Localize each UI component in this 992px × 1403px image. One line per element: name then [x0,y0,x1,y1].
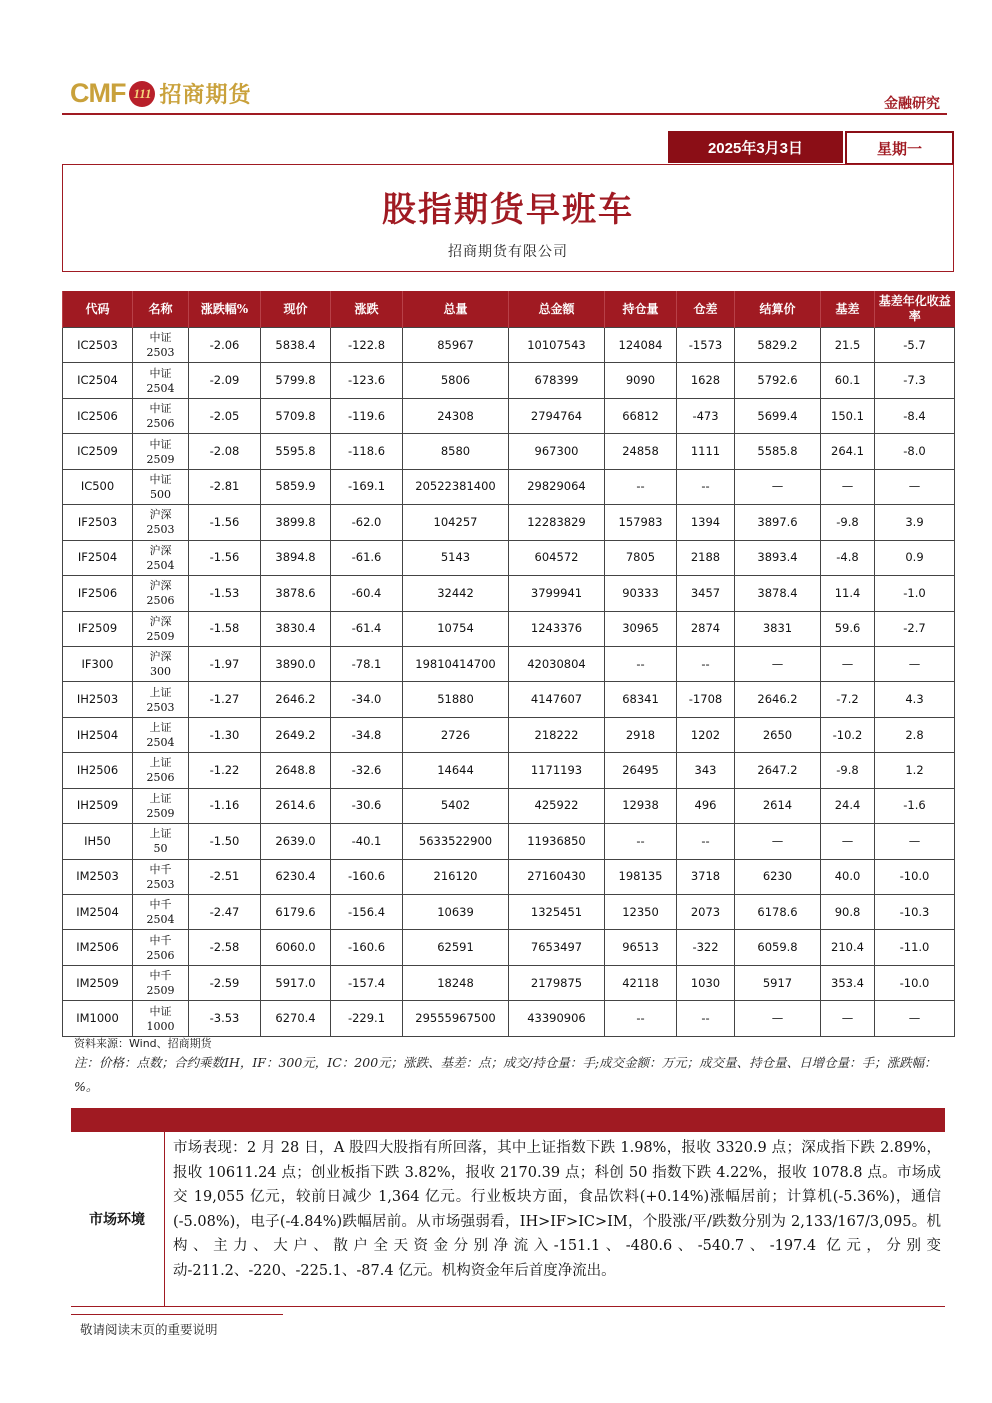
contract-code-cell: IF2504 [63,540,133,575]
futures-table [62,291,955,1037]
table-cell: -156.4 [331,895,403,930]
table-row [63,753,955,788]
table-cell: 3878.4 [735,576,821,611]
table-row [63,895,955,930]
table-cell: 264.1 [821,434,875,469]
table-cell: -1.22 [189,753,261,788]
table-cell: 496 [677,788,735,823]
table-cell: 604572 [509,540,605,575]
table-cell: 11936850 [509,824,605,859]
contract-name-cell: 中证 2506 [133,398,189,433]
table-cell: 5799.8 [261,363,331,398]
table-cell: 42118 [605,965,677,1000]
table-row [63,930,955,965]
table-cell: -122.8 [331,328,403,363]
contract-name-cell: 上证 2504 [133,717,189,752]
report-date: 2025年3月3日 [668,131,843,163]
table-cell: -2.58 [189,930,261,965]
contract-code-cell: IC2504 [63,363,133,398]
table-cell: -2.47 [189,895,261,930]
table-row [63,859,955,894]
table-cell: 68341 [605,682,677,717]
table-cell: 30965 [605,611,677,646]
table-cell: -10.3 [875,895,955,930]
table-cell: 62591 [403,930,509,965]
department-label: 金融研究 [884,96,940,112]
logo-chinese-name: 招商期货 [159,82,252,108]
table-cell: 2179875 [509,965,605,1000]
contract-name-cell: 沪深 2506 [133,576,189,611]
table-cell: 40.0 [821,859,875,894]
table-cell: 2648.8 [261,753,331,788]
table-cell: 29555967500 [403,1001,509,1036]
table-cell: — [821,469,875,504]
table-cell: 85967 [403,328,509,363]
table-cell: -1.6 [875,788,955,823]
table-row [63,328,955,363]
table-cell: 5806 [403,363,509,398]
contract-code-cell: IF2509 [63,611,133,646]
table-cell: 3890.0 [261,646,331,681]
table-cell: 343 [677,753,735,788]
table-row [63,576,955,611]
table-cell: -4.8 [821,540,875,575]
contract-name-cell: 中千 2506 [133,930,189,965]
column-header: 现价 [261,291,331,328]
section-bar [71,1108,945,1132]
table-cell: 7805 [605,540,677,575]
table-cell: 1325451 [509,895,605,930]
table-cell: 353.4 [821,965,875,1000]
table-cell: 218222 [509,717,605,752]
table-cell: 19810414700 [403,646,509,681]
contract-name-cell: 沪深 2504 [133,540,189,575]
table-cell: 1.2 [875,753,955,788]
table-cell: 21.5 [821,328,875,363]
table-cell: 14644 [403,753,509,788]
table-cell: 29829064 [509,469,605,504]
column-header: 仓差 [677,291,735,328]
header-divider [62,113,947,115]
table-row [63,717,955,752]
column-header: 涨跌幅% [189,291,261,328]
table-cell: 5595.8 [261,434,331,469]
contract-code-cell: IC2506 [63,398,133,433]
table-cell: 198135 [605,859,677,894]
table-cell: 2647.2 [735,753,821,788]
table-cell: -2.05 [189,398,261,433]
contract-code-cell: IH50 [63,824,133,859]
column-header: 总金额 [509,291,605,328]
table-cell: 2646.2 [735,682,821,717]
table-cell: 42030804 [509,646,605,681]
table-cell: 2639.0 [261,824,331,859]
table-row [63,646,955,681]
table-cell: 5585.8 [735,434,821,469]
table-cell: -34.0 [331,682,403,717]
table-cell: -118.6 [331,434,403,469]
table-cell: 1171193 [509,753,605,788]
table-cell: 26495 [605,753,677,788]
table-cell: 967300 [509,434,605,469]
table-cell: 24858 [605,434,677,469]
table-cell: -- [605,646,677,681]
contract-name-cell: 中证 2509 [133,434,189,469]
table-cell: 6179.6 [261,895,331,930]
table-cell: 6230.4 [261,859,331,894]
table-cell: -1.97 [189,646,261,681]
table-cell: -32.6 [331,753,403,788]
table-cell: 678399 [509,363,605,398]
table-cell: 1202 [677,717,735,752]
table-cell: -1.0 [875,576,955,611]
contract-name-cell: 上证 2509 [133,788,189,823]
report-weekday: 星期一 [845,131,954,165]
table-cell: 24308 [403,398,509,433]
table-cell: 150.1 [821,398,875,433]
table-cell: 157983 [605,505,677,540]
table-row [63,434,955,469]
table-cell: -10.0 [875,965,955,1000]
table-cell: 3.9 [875,505,955,540]
table-cell: -1.58 [189,611,261,646]
table-cell: 4147607 [509,682,605,717]
contract-code-cell: IM2503 [63,859,133,894]
title-panel [62,164,954,272]
table-cell: -78.1 [331,646,403,681]
table-cell: 5829.2 [735,328,821,363]
table-cell: 210.4 [821,930,875,965]
contract-name-cell: 上证 2506 [133,753,189,788]
market-commentary: 市场表现：2 月 28 日，A 股四大股指有所回落，其中上证指数下跌 1.98%，报收 3320.9 点；深成指下跌 2.89%，报收 10611.24 点；创业板指下跌 3.82%，报收 2170.39 点；科创 50 指数下跌 4.22%，报收 1078.8 点。市场成交 19,055 亿元，较前日减少 1,364 亿元。行业板块方面，食品饮料(+0.14%)涨幅居前；计算机(-5.36%)，通信(-5.08%)，电子(-4.84%)跌幅居前。从市场强弱看，IH>IF>IC>IM，个股涨/平/跌数分别为 2,133/167/3,095。机构、主力、大户、散户全天资金分别净流入-151.1、-480.6、-540.7、-197.4 亿元，分别变动-211.2、-220、-225.1、-87.4 亿元。机构资金年后首度净流出。 [173,1140,941,1279]
table-cell: 216120 [403,859,509,894]
table-cell: 3899.8 [261,505,331,540]
contract-name-cell: 沪深 2509 [133,611,189,646]
contract-code-cell: IF2506 [63,576,133,611]
table-cell: 10639 [403,895,509,930]
table-row [63,469,955,504]
table-cell: -1.27 [189,682,261,717]
table-cell: 12283829 [509,505,605,540]
table-cell: 5699.4 [735,398,821,433]
table-row [63,398,955,433]
table-cell: 12938 [605,788,677,823]
table-cell: 9090 [605,363,677,398]
table-cell: 1628 [677,363,735,398]
column-header: 名称 [133,291,189,328]
table-cell: -61.6 [331,540,403,575]
table-cell: 7653497 [509,930,605,965]
table-cell: -1.30 [189,717,261,752]
table-cell: 5633522900 [403,824,509,859]
table-cell: -169.1 [331,469,403,504]
table-cell: -- [605,824,677,859]
column-header: 基差年化收益率 [875,291,955,328]
table-cell: 90333 [605,576,677,611]
column-header: 涨跌 [331,291,403,328]
table-cell: -- [605,1001,677,1036]
contract-name-cell: 中证 1000 [133,1001,189,1036]
table-cell: 3799941 [509,576,605,611]
table-cell: 3894.8 [261,540,331,575]
table-cell: 5792.6 [735,363,821,398]
table-cell: -40.1 [331,824,403,859]
table-cell: -61.4 [331,611,403,646]
contract-code-cell: IM1000 [63,1001,133,1036]
table-cell: -2.81 [189,469,261,504]
contract-name-cell: 中证 500 [133,469,189,504]
table-cell: 6230 [735,859,821,894]
column-header: 总量 [403,291,509,328]
table-cell: 1394 [677,505,735,540]
footer-divider [71,1314,283,1315]
table-cell: -60.4 [331,576,403,611]
table-cell: 5917.0 [261,965,331,1000]
table-cell: -30.6 [331,788,403,823]
table-row [63,611,955,646]
table-cell: — [875,469,955,504]
table-cell: 1243376 [509,611,605,646]
table-cell: 59.6 [821,611,875,646]
table-cell: 3878.6 [261,576,331,611]
table-cell: -34.8 [331,717,403,752]
table-cell: 4.3 [875,682,955,717]
table-cell: -322 [677,930,735,965]
table-cell: 2646.2 [261,682,331,717]
table-cell: -9.8 [821,753,875,788]
table-row [63,682,955,717]
table-row [63,363,955,398]
table-cell: — [735,824,821,859]
table-cell: -3.53 [189,1001,261,1036]
contract-code-cell: IC500 [63,469,133,504]
table-cell: 96513 [605,930,677,965]
logo-cmf-text: CMF [70,78,126,108]
table-cell: 32442 [403,576,509,611]
table-cell: -1708 [677,682,735,717]
table-cell: 2726 [403,717,509,752]
table-cell: -2.7 [875,611,955,646]
table-cell: 2614 [735,788,821,823]
market-label: 市场环境 [89,1212,145,1228]
table-cell: 2649.2 [261,717,331,752]
table-row [63,540,955,575]
table-cell: -7.2 [821,682,875,717]
table-cell: — [821,824,875,859]
table-cell: 66812 [605,398,677,433]
contract-name-cell: 中千 2509 [133,965,189,1000]
contract-name-cell: 沪深 300 [133,646,189,681]
table-cell: -2.06 [189,328,261,363]
table-cell: 90.8 [821,895,875,930]
table-cell: 1030 [677,965,735,1000]
table-cell: 3457 [677,576,735,611]
table-cell: -11.0 [875,930,955,965]
table-cell: -473 [677,398,735,433]
table-cell: 8580 [403,434,509,469]
table-cell: 2874 [677,611,735,646]
table-cell: 2073 [677,895,735,930]
table-cell: -- [677,1001,735,1036]
table-cell: 6178.6 [735,895,821,930]
column-header: 结算价 [735,291,821,328]
table-cell: -- [677,824,735,859]
contract-name-cell: 上证 2503 [133,682,189,717]
table-cell: -10.2 [821,717,875,752]
table-cell: 10107543 [509,328,605,363]
table-cell: -- [605,469,677,504]
contract-name-cell: 上证 50 [133,824,189,859]
table-cell: 3897.6 [735,505,821,540]
table-cell: — [735,1001,821,1036]
table-cell: 124084 [605,328,677,363]
company-logo [70,78,252,109]
table-cell: -2.08 [189,434,261,469]
contract-code-cell: IC2503 [63,328,133,363]
table-cell: 2650 [735,717,821,752]
table-cell: 2.8 [875,717,955,752]
table-cell: 2794764 [509,398,605,433]
footer-disclaimer: 敬请阅读末页的重要说明 [80,1322,218,1337]
table-row [63,505,955,540]
contract-name-cell: 中千 2503 [133,859,189,894]
table-cell: 5402 [403,788,509,823]
contract-code-cell: IC2509 [63,434,133,469]
table-cell: -62.0 [331,505,403,540]
table-cell: 20522381400 [403,469,509,504]
table-cell: 104257 [403,505,509,540]
table-cell: — [735,646,821,681]
table-cell: -123.6 [331,363,403,398]
table-cell: 425922 [509,788,605,823]
company-name: 招商期货有限公司 [448,244,568,260]
table-cell: 5917 [735,965,821,1000]
contract-code-cell: IM2504 [63,895,133,930]
table-cell: 12350 [605,895,677,930]
contract-name-cell: 中证 2504 [133,363,189,398]
table-row [63,1001,955,1036]
table-cell: 6060.0 [261,930,331,965]
table-cell: 3831 [735,611,821,646]
table-cell: 11.4 [821,576,875,611]
table-cell: -8.0 [875,434,955,469]
table-cell: -1.53 [189,576,261,611]
table-cell: 60.1 [821,363,875,398]
table-cell: 2614.6 [261,788,331,823]
table-cell: -1.56 [189,540,261,575]
table-cell: -1.16 [189,788,261,823]
table-cell: -5.7 [875,328,955,363]
table-row [63,965,955,1000]
logo-badge-icon: 111 [129,81,155,107]
table-cell: — [821,1001,875,1036]
contract-code-cell: IH2503 [63,682,133,717]
table-cell: -2.09 [189,363,261,398]
contract-code-cell: IH2509 [63,788,133,823]
table-cell: — [821,646,875,681]
table-cell: 10754 [403,611,509,646]
table-cell: -- [677,646,735,681]
table-cell: 5143 [403,540,509,575]
table-cell: -- [677,469,735,504]
table-cell: 5709.8 [261,398,331,433]
table-cell: -119.6 [331,398,403,433]
table-cell: 18248 [403,965,509,1000]
table-cell: -10.0 [875,859,955,894]
table-row [63,824,955,859]
table-cell: -8.4 [875,398,955,433]
table-cell: 0.9 [875,540,955,575]
table-cell: 2188 [677,540,735,575]
table-row [63,788,955,823]
table-cell: — [735,469,821,504]
table-cell: 43390906 [509,1001,605,1036]
table-cell: 27160430 [509,859,605,894]
market-section [71,1132,945,1307]
table-note: 注：价格：点数；合约乘数IH，IF：300元，IC：200元；涨跌、基差：点；成交/持仓量：手;成交金额：万元；成交量、持仓量、日增仓量：手；涨跌幅：%。 [74,1055,937,1094]
table-cell: 6270.4 [261,1001,331,1036]
contract-name-cell: 中千 2504 [133,895,189,930]
market-divider [164,1132,165,1306]
table-cell: -157.4 [331,965,403,1000]
table-cell: 24.4 [821,788,875,823]
table-cell: -160.6 [331,859,403,894]
table-cell: -1.56 [189,505,261,540]
table-cell: -229.1 [331,1001,403,1036]
contract-code-cell: IM2506 [63,930,133,965]
contract-code-cell: IF300 [63,646,133,681]
table-cell: 5838.4 [261,328,331,363]
table-cell: 2918 [605,717,677,752]
table-cell: -160.6 [331,930,403,965]
table-cell: 51880 [403,682,509,717]
column-header: 持仓量 [605,291,677,328]
table-cell: 3893.4 [735,540,821,575]
table-cell: -2.51 [189,859,261,894]
table-header-row [63,291,955,328]
table-cell: -7.3 [875,363,955,398]
contract-name-cell: 中证 2503 [133,328,189,363]
table-cell: — [875,1001,955,1036]
contract-code-cell: IF2503 [63,505,133,540]
contract-code-cell: IH2506 [63,753,133,788]
table-cell: -1.50 [189,824,261,859]
table-cell: 3830.4 [261,611,331,646]
table-cell: 3718 [677,859,735,894]
table-cell: — [875,824,955,859]
column-header: 基差 [821,291,875,328]
table-cell: — [875,646,955,681]
table-cell: 1111 [677,434,735,469]
table-cell: -9.8 [821,505,875,540]
contract-code-cell: IM2509 [63,965,133,1000]
table-cell: 6059.8 [735,930,821,965]
data-source: 资料来源：Wind、招商期货 [74,1037,212,1050]
table-cell: -1573 [677,328,735,363]
contract-name-cell: 沪深 2503 [133,505,189,540]
contract-code-cell: IH2504 [63,717,133,752]
table-cell: -2.59 [189,965,261,1000]
column-header: 代码 [63,291,133,328]
table-cell: 5859.9 [261,469,331,504]
page-title: 股指期货早班车 [382,190,634,230]
